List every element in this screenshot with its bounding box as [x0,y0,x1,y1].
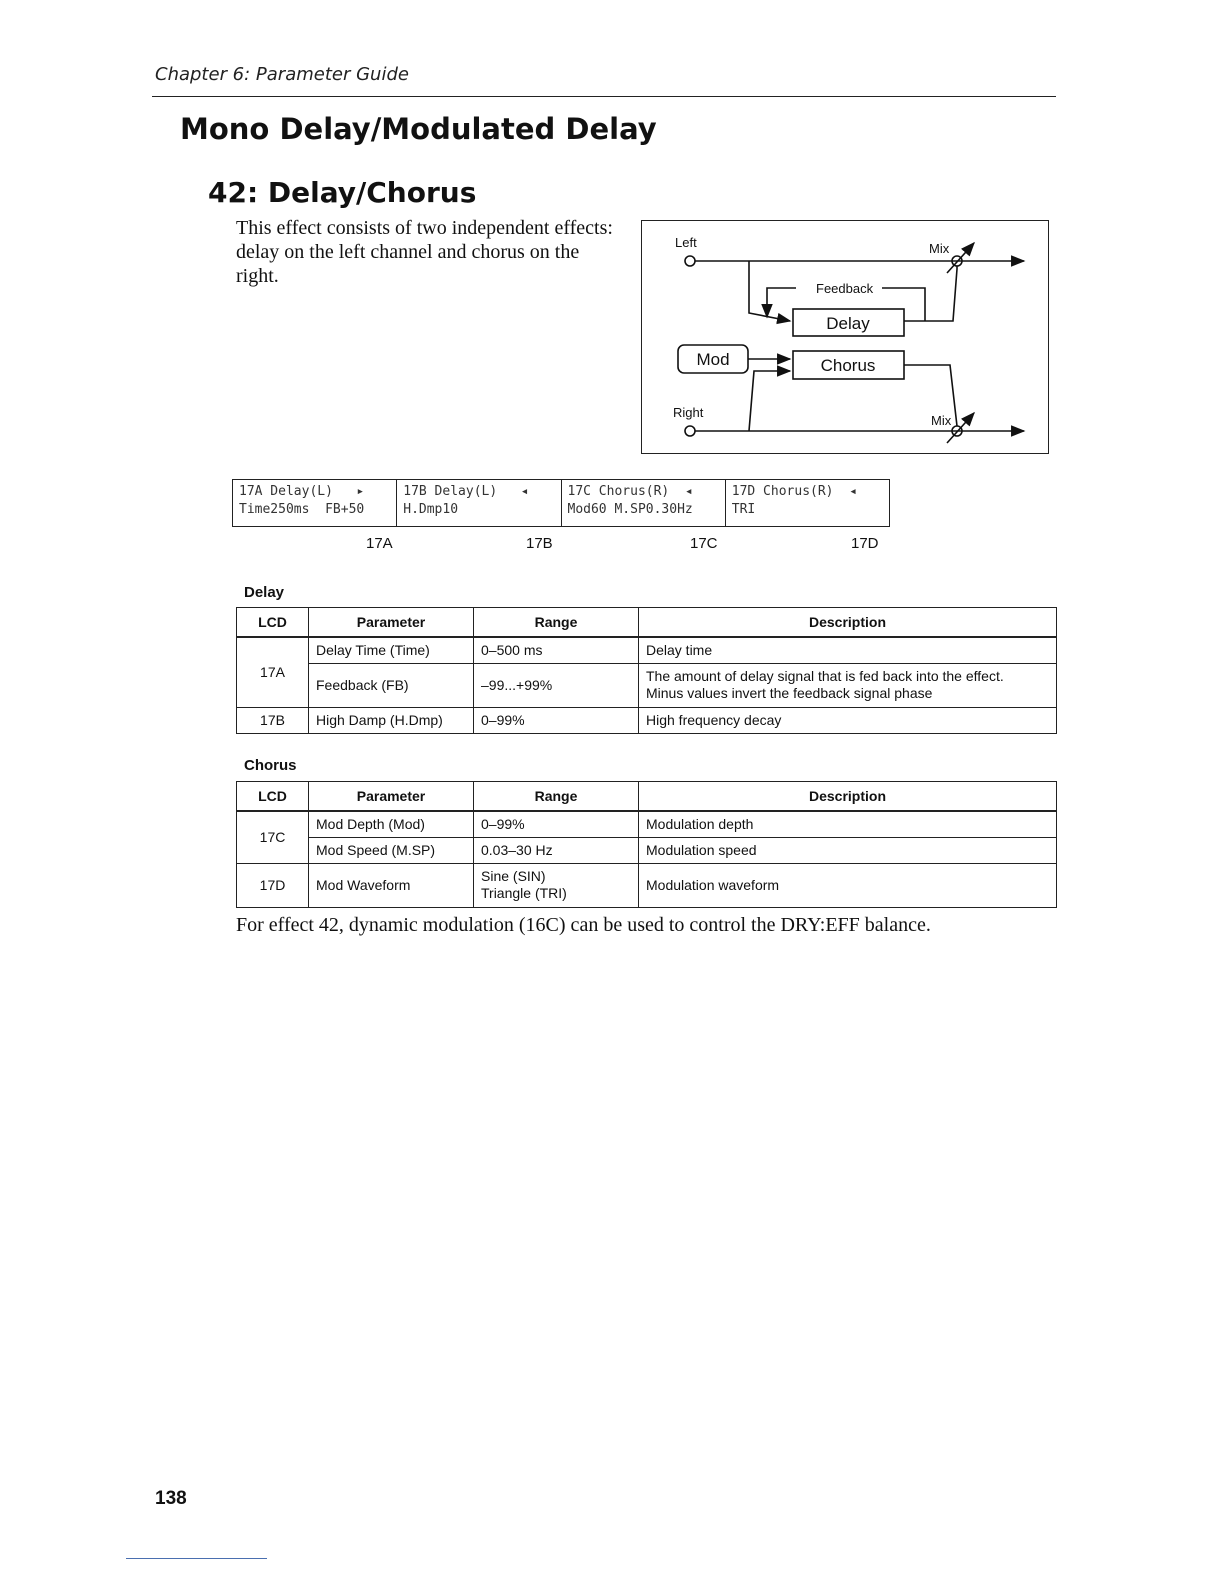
description-cell: Modulation speed [639,837,1057,863]
range-cell: –99...+99% [474,663,639,707]
lcd-line1: 17B Delay(L) ◂ [403,484,529,499]
lcd-screen-17d [726,480,889,526]
lcd-screens [232,479,890,527]
col-header-range: Range [474,782,639,812]
range-cell [474,863,639,907]
lcd-screen-17c [562,480,726,526]
page-number: 138 [155,1488,187,1509]
range-cell: 0–99% [474,707,639,733]
delay-parameter-table [236,607,1057,734]
col-header-range: Range [474,608,639,638]
lcd-line2: Time250ms FB+50 [239,502,365,517]
description-cell: Modulation depth [639,811,1057,837]
lcd-label-17b: 17B [526,535,553,552]
right-input-jack [685,426,695,436]
table-row [237,837,1057,863]
parameter-cell: Mod Depth (Mod) [309,811,474,837]
table-row [237,707,1057,733]
col-header-lcd: LCD [237,782,309,812]
bottom-rule [126,1558,267,1559]
lcd-cell: 17A [237,637,309,707]
range-cell: 0.03–30 Hz [474,837,639,863]
lcd-line2: H.Dmp10 [403,502,459,517]
diagram-mod-label: Mod [696,350,730,369]
lcd-line2: Mod60 M.SP0.30Hz [567,502,693,517]
parameter-cell: Delay Time (Time) [309,637,474,663]
parameter-cell: Mod Speed (M.SP) [309,837,474,863]
diagram-feedback-label: Feedback [816,281,874,296]
lcd-line1: 17D Chorus(R) ◂ [731,484,857,499]
table-header-row [237,782,1057,812]
chapter-header: Chapter 6: Parameter Guide [155,64,409,85]
description-cell [639,663,1057,707]
chorus-table-caption: Chorus [244,757,297,774]
range-cell: 0–500 ms [474,637,639,663]
table-row [237,811,1057,837]
col-header-parameter: Parameter [309,608,474,638]
diagram-chorus-label: Chorus [820,356,876,375]
left-input-jack [685,256,695,266]
diagram-mix-top-label: Mix [929,241,950,256]
lcd-label-17c: 17C [690,535,718,552]
col-header-lcd: LCD [237,608,309,638]
parameter-cell: High Damp (H.Dmp) [309,707,474,733]
range-cell: 0–99% [474,811,639,837]
signal-flow-diagram [641,220,1049,454]
lcd-cell: 17C [237,811,309,863]
chorus-parameter-table [236,781,1057,908]
lcd-label-17a: 17A [366,535,393,552]
parameter-cell: Mod Waveform [309,863,474,907]
footnote: For effect 42, dynamic modulation (16C) can be used to control the DRY:EFF balance. [236,914,931,936]
section-title: Mono Delay/Modulated Delay [180,112,657,146]
parameter-cell: Feedback (FB) [309,663,474,707]
header-rule [152,96,1056,97]
diagram-left-label: Left [675,235,697,250]
description-cell: Modulation waveform [639,863,1057,907]
description-cell: High frequency decay [639,707,1057,733]
col-header-description: Description [639,608,1057,638]
lcd-label-17d: 17D [851,535,879,552]
lcd-cell: 17D [237,863,309,907]
range-line: Triangle (TRI) [481,885,567,901]
range-line: Sine (SIN) [481,868,546,884]
effect-title: 42: Delay/Chorus [208,176,477,209]
table-row [237,863,1057,907]
col-header-parameter: Parameter [309,782,474,812]
lcd-line1: 17A Delay(L) ▸ [239,484,365,499]
lcd-screen-17b [397,480,561,526]
description-cell: Delay time [639,637,1057,663]
diagram-delay-label: Delay [826,314,870,333]
lcd-line1: 17C Chorus(R) ◂ [567,484,693,499]
col-header-description: Description [639,782,1057,812]
lcd-screen-17a [233,480,397,526]
description-line: Minus values invert the feedback signal phase [646,685,933,701]
diagram-mix-bottom-label: Mix [931,413,952,428]
table-header-row [237,608,1057,638]
table-row [237,663,1057,707]
diagram-right-label: Right [673,405,704,420]
lcd-cell: 17B [237,707,309,733]
delay-table-caption: Delay [244,584,285,601]
table-row [237,637,1057,663]
description-line: The amount of delay signal that is fed back into the effect. [646,668,1004,684]
lcd-line2: TRI [731,502,756,517]
intro-paragraph: This effect consists of two independent effects: delay on the left channel and chorus on the right. [236,217,613,287]
